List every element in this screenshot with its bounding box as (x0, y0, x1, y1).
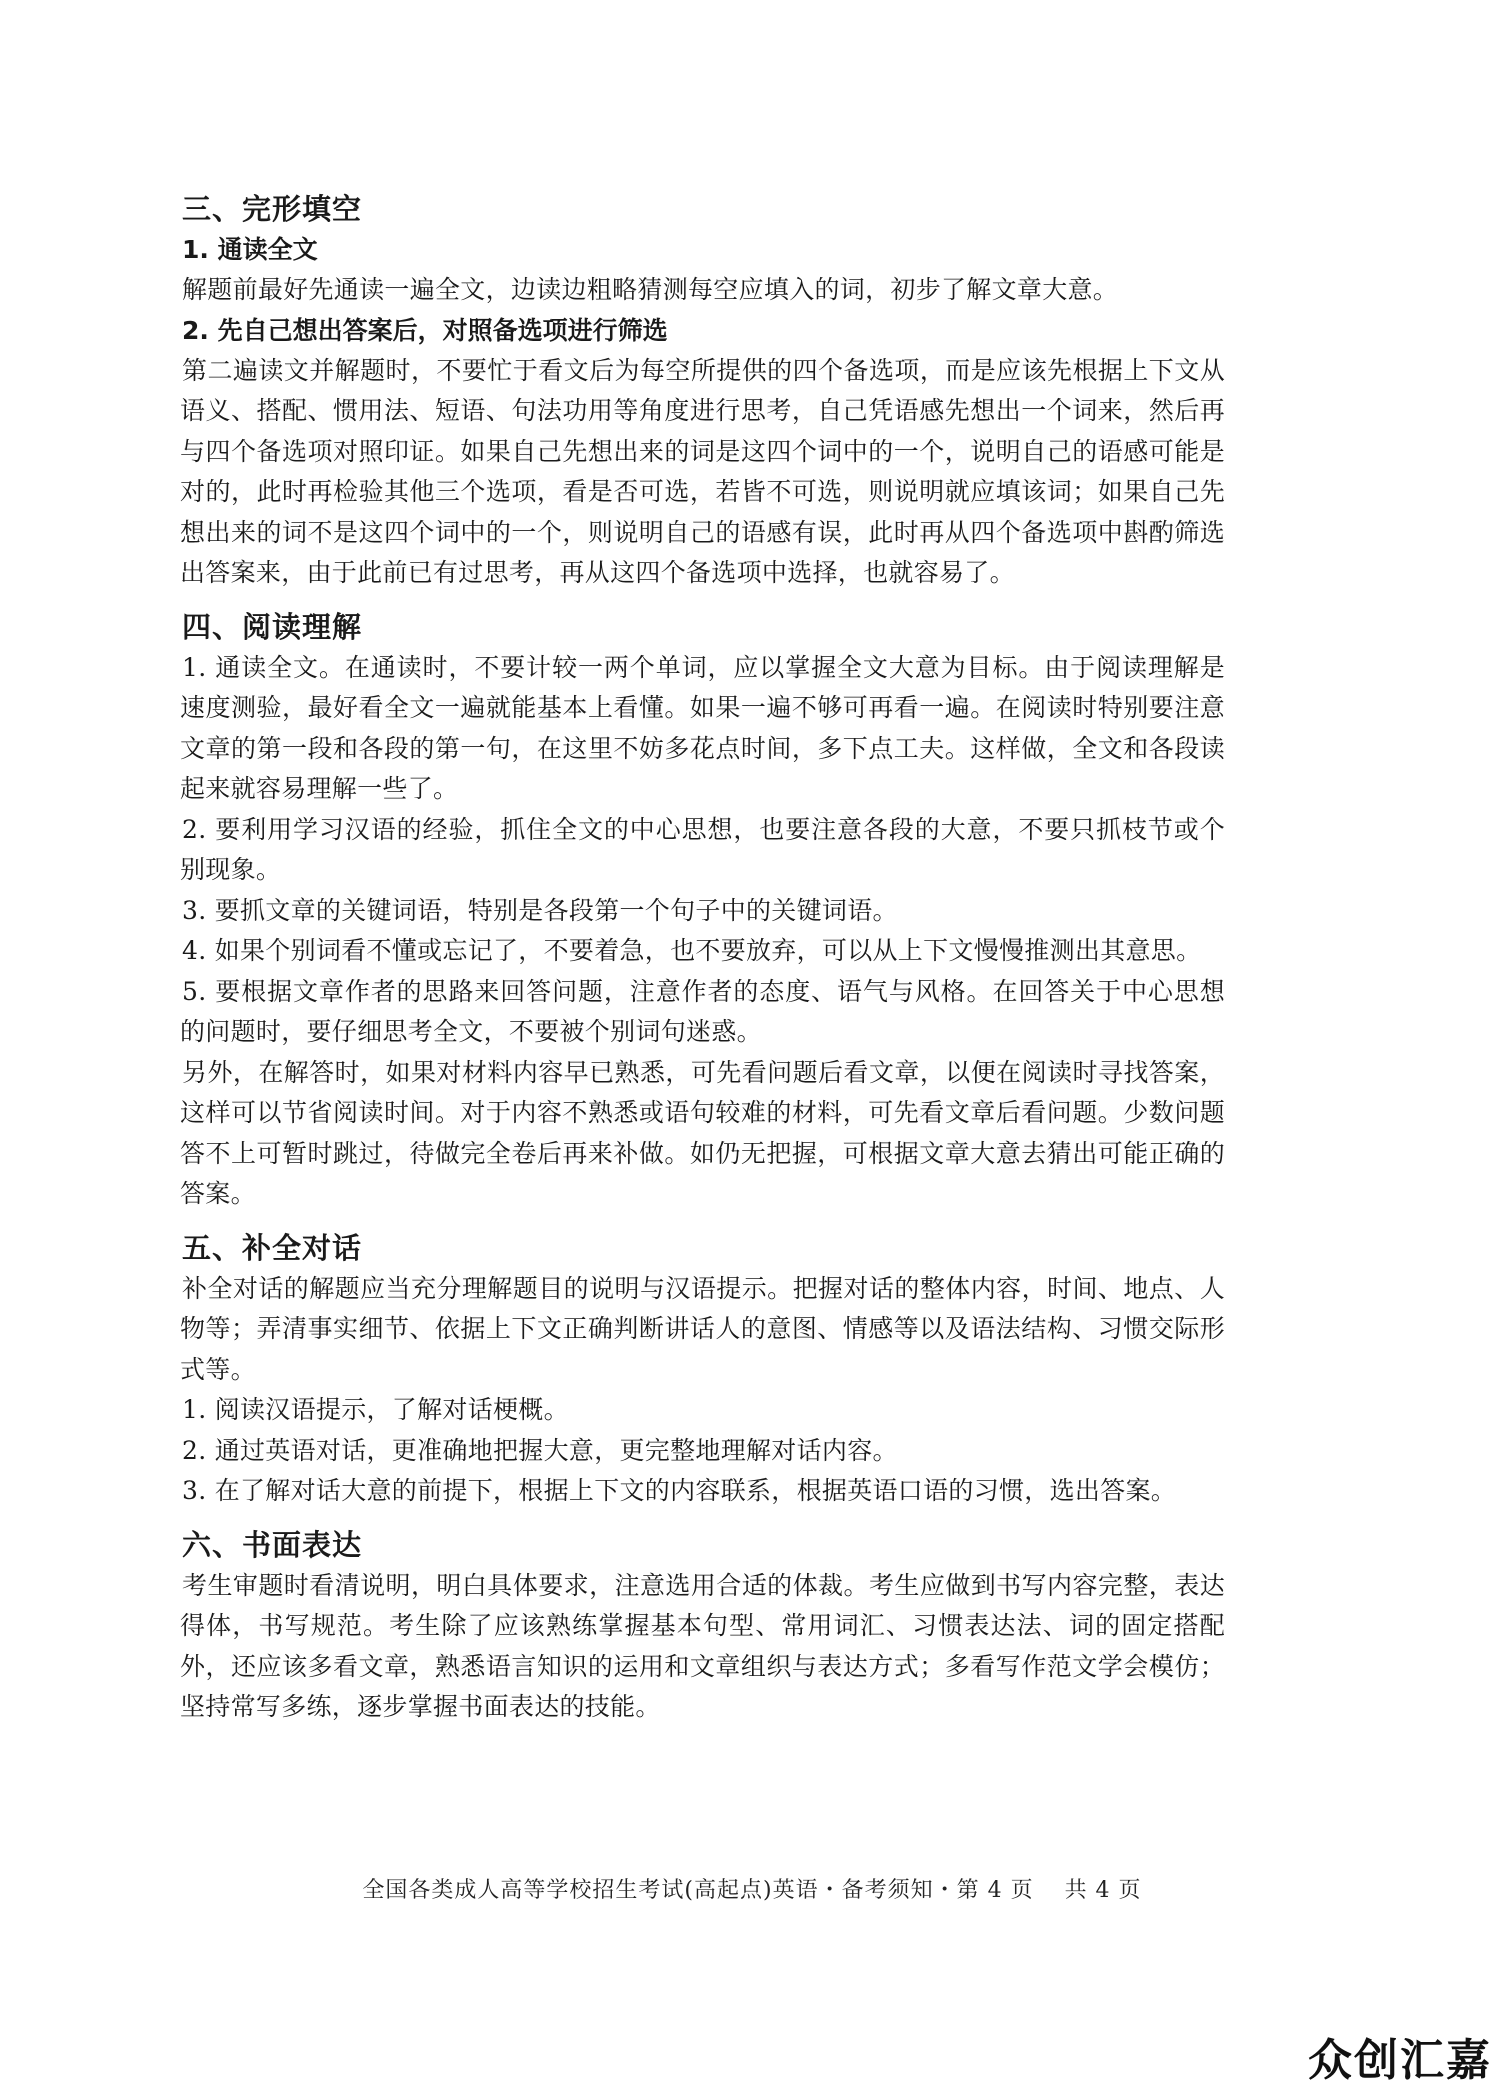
paragraph: 补全对话的解题应当充分理解题目的说明与汉语提示。把握对话的整体内容，时间、地点、人物等；弄清事实细节、依据上下文正确判断讲话人的意图、情感等以及语法结构、习惯交际形式等。 (180, 1273, 1225, 1384)
subheading-read-full-text: 1. 通读全文 (182, 235, 318, 264)
paragraph: 另外，在解答时，如果对材料内容早已熟悉，可先看问题后看文章，以便在阅读时寻找答案，这样可以节省阅读时间。对于内容不熟悉或语句较难的材料，可先看文章后看问题。少数问题答不上可暂时跳过，待做完全卷后再来补做。如仍无把握，可根据文章大意去猜出可能正确的答案。 (180, 1057, 1225, 1208)
section-title-cloze: 三、完形填空 (182, 192, 363, 226)
section-title-dialogue: 五、补全对话 (182, 1230, 363, 1265)
subheading-answer-first: 2. 先自己想出答案后，对照备选项进行筛选 (182, 315, 668, 345)
page-footer: 全国各类成人高等学校招生考试(高起点)英语・备考须知・第 4 页 共 4 页 (362, 1878, 1142, 1903)
section-writing (180, 1524, 1225, 1728)
paragraph: 第二遍读文并解题时，不要忙于看文后为每空所提供的四个备选项，而是应该先根据上下文从语义、搭配、惯用法、短语、句法功用等角度进行思考，自己凭语感先想出一个词来，然后再与四个备选项对照印证。如果自己先想出来的词是这四个词中的一个，说明自己的语感可能是对的，此时再检验其他三个选项，看是否可选，若皆不可选，则说明就应填该词；如果自己先想出来的词不是这四个词中的一个，则说明自己的语感有误，此时再从四个备选项中斟酌筛选出答案来，由于此前已有过思考，再从这四个备选项中选择，也就容易了。 (180, 355, 1225, 587)
paragraph: 5. 要根据文章作者的思路来回答问题，注意作者的态度、语气与风格。在回答关于中心思想的问题时，要仔细思考全文，不要被个别词句迷惑。 (180, 976, 1225, 1046)
page-body (180, 188, 1225, 1728)
paragraph: 1. 通读全文。在通读时，不要计较一两个单词，应以掌握全文大意为目标。由于阅读理解是速度测验，最好看全文一遍就能基本上看懂。如果一遍不够可再看一遍。在阅读时特别要注意文章的第一段和各段的第一句，在这里不妨多花点时间，多下点工夫。这样做，全文和各段读起来就容易理解一些了。 (180, 652, 1225, 803)
section-title-reading: 四、阅读理解 (182, 609, 363, 644)
paragraph: 3. 在了解对话大意的前提下，根据上下文的内容联系，根据英语口语的习惯，选出答案。 (182, 1476, 1177, 1505)
paragraph: 考生审题时看清说明，明白具体要求，注意选用合适的体裁。考生应做到书写内容完整，表达得体，书写规范。考生除了应该熟练掌握基本句型、常用词汇、习惯表达法、词的固定搭配外，还应该多看文章，熟悉语言知识的运用和文章组织与表达方式；多看写作范文学会模仿；坚持常写多练，逐步掌握书面表达的技能。 (180, 1570, 1225, 1721)
paragraph: 解题前最好先通读一遍全文，边读边粗略猜测每空应填入的词，初步了解文章大意。 (182, 275, 1119, 304)
paragraph: 2. 通过英语对话，更准确地把握大意，更完整地理解对话内容。 (182, 1435, 898, 1465)
paragraph: 2. 要利用学习汉语的经验，抓住全文的中心思想，也要注意各段的大意，不要只抓枝节或个别现象。 (180, 814, 1225, 884)
paragraph: 1. 阅读汉语提示，了解对话梗概。 (182, 1395, 569, 1424)
section-title-writing: 六、书面表达 (182, 1527, 363, 1562)
section-cloze (180, 188, 1225, 594)
watermark-logo: 众创汇嘉 (1308, 2035, 1492, 2086)
paragraph: 3. 要抓文章的关键词语，特别是各段第一个句子中的关键词语。 (182, 895, 898, 925)
paragraph: 4. 如果个别词看不懂或忘记了，不要着急，也不要放弃，可以从上下文慢慢推测出其意思。 (182, 936, 1202, 965)
section-reading (180, 606, 1225, 1215)
section-dialogue (180, 1227, 1225, 1512)
